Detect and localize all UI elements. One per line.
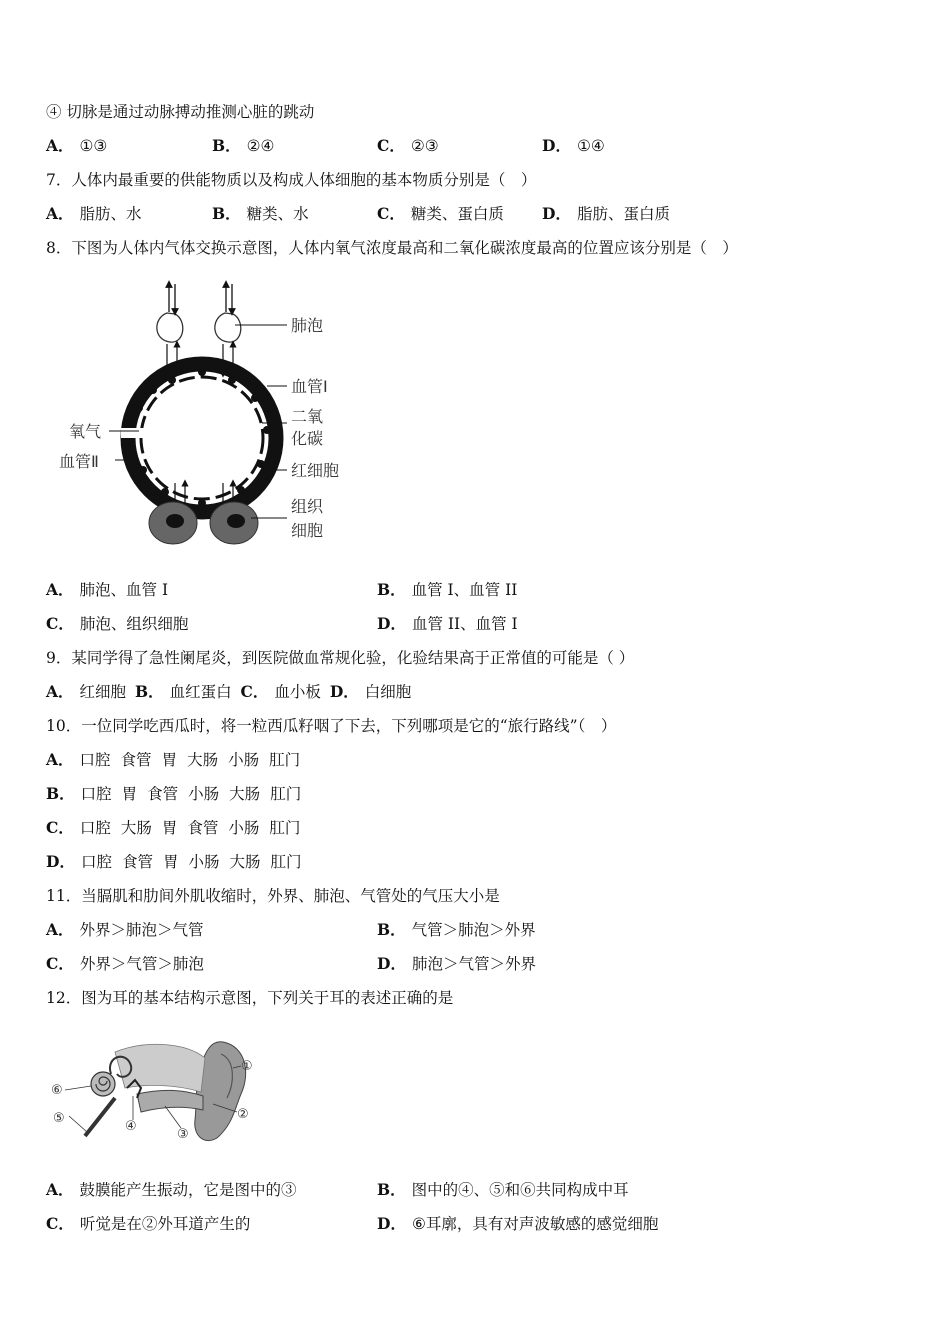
- option-key: D．: [329, 682, 359, 701]
- label-5: ⑤: [53, 1111, 65, 1126]
- q6-option-d[interactable]: [542, 136, 605, 156]
- q8-option-c[interactable]: [46, 614, 188, 634]
- option-text: 听觉是在②外耳道产生的: [79, 1215, 251, 1233]
- q7-option-b[interactable]: [212, 204, 309, 224]
- option-key: C．: [46, 1214, 74, 1233]
- route-step: 食管: [121, 853, 153, 871]
- option-key: A．: [46, 136, 74, 155]
- route-step: 小肠: [228, 819, 260, 837]
- label-tissue-line2: 细胞: [291, 521, 324, 540]
- q6-option-c[interactable]: [377, 136, 439, 156]
- option-key: A．: [46, 682, 74, 701]
- q9-options-row: [46, 682, 411, 702]
- q11-option-c[interactable]: [46, 954, 204, 974]
- route-step: 胃: [161, 751, 178, 769]
- q11-option-b[interactable]: [377, 920, 536, 940]
- option-text: 血小板: [274, 683, 321, 701]
- label-red-blood-cell: 红细胞: [291, 461, 340, 480]
- q10-option-b[interactable]: [46, 784, 311, 804]
- q9-option-b[interactable]: [135, 683, 232, 701]
- auditory-tube: [85, 1098, 115, 1136]
- q11-option-d[interactable]: [377, 954, 536, 974]
- option-text: 糖类、水: [246, 205, 309, 223]
- option-text: 气管＞肺泡＞外界: [411, 921, 536, 939]
- route-step: 口腔: [79, 819, 111, 837]
- option-text: 鼓膜能产生振动，它是图中的③: [79, 1181, 297, 1199]
- option-text: 血管 I、血管 II: [411, 581, 518, 599]
- alveolus-right: [215, 313, 241, 342]
- option-key: C．: [46, 818, 74, 837]
- q7-option-d[interactable]: [542, 204, 670, 224]
- option-text: 图中的④、⑤和⑥共同构成中耳: [411, 1181, 629, 1199]
- label-alveolus: 肺泡: [291, 316, 324, 335]
- q9-option-a[interactable]: [46, 683, 126, 701]
- option-text: ⑥耳廓，具有对声波敏感的感觉细胞: [411, 1215, 659, 1233]
- route-step: 大肠: [120, 819, 152, 837]
- option-key: B．: [377, 1180, 406, 1199]
- option-key: C．: [240, 682, 269, 701]
- option-key: C．: [377, 204, 405, 223]
- q9-stem: 9．某同学得了急性阑尾炎，到医院做血常规化验，化验结果高于正常值的可能是（ ）: [46, 649, 635, 667]
- route-step: 口腔: [79, 751, 111, 769]
- option-key: B．: [377, 920, 406, 939]
- option-key: A．: [46, 580, 74, 599]
- option-key: D．: [377, 954, 406, 973]
- label-4: ④: [125, 1119, 137, 1134]
- q11-stem: 11．当膈肌和肋间外肌收缩时，外界、肺泡、气管处的气压大小是: [46, 887, 500, 905]
- label-vessel-1: 血管Ⅰ: [291, 377, 328, 396]
- q8-option-a[interactable]: [46, 580, 168, 600]
- alveolus-left: [157, 313, 183, 342]
- option-text: 肺泡、组织细胞: [79, 615, 189, 633]
- option-text: ①③: [79, 137, 108, 155]
- route-step: 肛门: [269, 751, 301, 769]
- q12-option-d[interactable]: [377, 1214, 658, 1234]
- option-text: 血红蛋白: [169, 683, 232, 701]
- q7-stem: 7．人体内最重要的供能物质以及构成人体细胞的基本物质分别是（ ）: [46, 171, 537, 189]
- route-step: 食管: [120, 751, 152, 769]
- option-text: ②③: [410, 137, 439, 155]
- route-step: 胃: [121, 785, 138, 803]
- option-key: B．: [212, 204, 241, 223]
- option-key: B．: [377, 580, 406, 599]
- route-step: 大肠: [229, 853, 261, 871]
- q10-option-c[interactable]: [46, 818, 310, 838]
- option-text: 肺泡、血管 I: [79, 581, 169, 599]
- option-text: ①④: [576, 137, 605, 155]
- route-step: 口腔: [80, 853, 112, 871]
- q9-option-c[interactable]: [241, 683, 321, 701]
- q10-stem: 10．一位同学吃西瓜时，将一粒西瓜籽咽了下去，下列哪项是它的“旅行路线”（ ）: [46, 717, 617, 735]
- q6-option-a[interactable]: [46, 136, 107, 156]
- option-text: 脂肪、水: [79, 205, 142, 223]
- label-vessel-2: 血管Ⅱ: [59, 452, 99, 471]
- option-key: D．: [377, 1214, 406, 1233]
- q8-option-b[interactable]: [377, 580, 517, 600]
- option-text: 红细胞: [79, 683, 127, 701]
- q8-stem: 8．下图为人体内气体交换示意图，人体内氧气浓度最高和二氧化碳浓度最高的位置应该分别是（ ）: [46, 239, 738, 257]
- option-text: ②④: [246, 137, 275, 155]
- option-key: D．: [46, 852, 75, 871]
- route-step: 食管: [147, 785, 179, 803]
- q10-option-a[interactable]: [46, 750, 310, 770]
- route-step: 肛门: [269, 819, 301, 837]
- option-text: 外界＞肺泡＞气管: [79, 921, 204, 939]
- option-key: C．: [377, 136, 405, 155]
- option-key: C．: [46, 954, 74, 973]
- ear-structure-diagram: [45, 1032, 265, 1148]
- option-text: 白细胞: [364, 683, 412, 701]
- option-text: 糖类、蛋白质: [410, 205, 504, 223]
- q6-option-b[interactable]: [212, 136, 274, 156]
- q12-option-a[interactable]: [46, 1180, 297, 1200]
- cochlea: [91, 1072, 115, 1096]
- label-co2-line1: 二氧: [291, 407, 324, 426]
- option-text: 外界＞气管＞肺泡: [79, 955, 204, 973]
- ear-canal: [137, 1090, 203, 1112]
- route-step: 胃: [162, 853, 179, 871]
- label-3: ③: [177, 1127, 189, 1142]
- q12-stem: 12．图为耳的基本结构示意图，下列关于耳的表述正确的是: [46, 989, 454, 1007]
- option-key: A．: [46, 920, 74, 939]
- q12-option-c[interactable]: [46, 1214, 250, 1234]
- route-step: 小肠: [228, 751, 260, 769]
- q11-option-a[interactable]: [46, 920, 204, 940]
- option-key: A．: [46, 204, 74, 223]
- option-key: D．: [377, 614, 406, 633]
- route-step: 大肠: [229, 785, 261, 803]
- route-step: 胃: [161, 819, 178, 837]
- option-key: B．: [212, 136, 241, 155]
- route-step: 食管: [187, 819, 219, 837]
- option-text: 肺泡＞气管＞外界: [411, 955, 536, 973]
- option-key: D．: [542, 204, 571, 223]
- option-text: 脂肪、蛋白质: [576, 205, 670, 223]
- option-key: B．: [134, 682, 164, 701]
- option-key: C．: [46, 614, 74, 633]
- route-step: 肛门: [270, 853, 302, 871]
- label-tissue-line1: 组织: [291, 497, 324, 516]
- q7-option-a[interactable]: [46, 204, 142, 224]
- q9-option-d[interactable]: [330, 683, 411, 701]
- option-key: B．: [46, 784, 75, 803]
- option-key: A．: [46, 1180, 74, 1199]
- label-2: ②: [237, 1107, 249, 1122]
- q7-option-c[interactable]: [377, 204, 504, 224]
- option-key: A．: [46, 750, 74, 769]
- route-step: 肛门: [270, 785, 302, 803]
- route-step: 小肠: [188, 853, 220, 871]
- route-step: 口腔: [80, 785, 112, 803]
- q10-option-d[interactable]: [46, 852, 312, 872]
- route-step: 小肠: [188, 785, 220, 803]
- q6-statement-4: ④ 切脉是通过动脉搏动推测心脏的跳动: [46, 103, 315, 121]
- option-key: D．: [542, 136, 571, 155]
- label-6: ⑥: [51, 1083, 63, 1098]
- gas-exchange-diagram: [55, 278, 365, 553]
- route-step: 大肠: [187, 751, 219, 769]
- q8-option-d[interactable]: [377, 614, 518, 634]
- option-text: 血管 II、血管 I: [411, 615, 518, 633]
- q12-option-b[interactable]: [377, 1180, 629, 1200]
- label-oxygen: 氧气: [69, 422, 102, 441]
- label-1: ①: [241, 1059, 253, 1074]
- label-co2-line2: 化碳: [291, 429, 324, 448]
